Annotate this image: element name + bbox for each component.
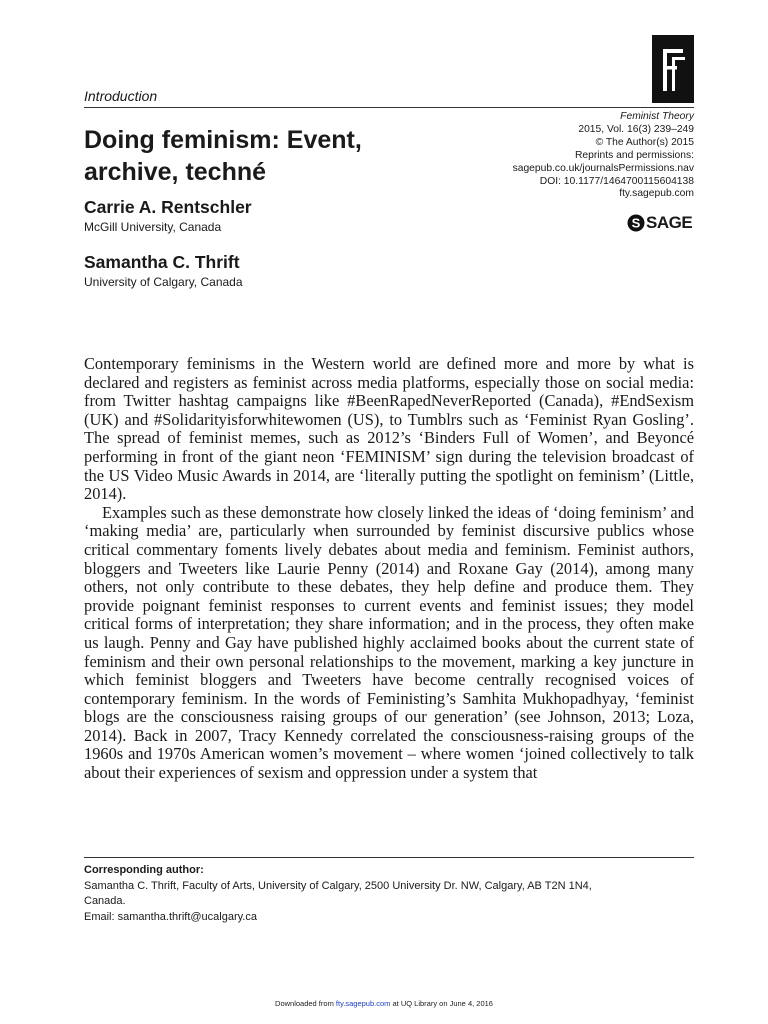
svg-text:S: S — [631, 215, 641, 231]
footnote-address: Samantha C. Thrift, Faculty of Arts, University of Calgary, 2500 University Dr. NW, Calgary, AB T2N 1N4, — [84, 879, 592, 892]
reprints-link[interactable]: sagepub.co.uk/journalsPermissions.nav — [512, 162, 694, 174]
publication-info — [513, 111, 694, 201]
footnote-divider — [84, 857, 694, 858]
reprints-label: Reprints and permissions: — [574, 149, 694, 161]
article-title: Doing feminism: Event, archive, techné — [84, 126, 362, 186]
author-name: Samantha C. Thrift — [84, 252, 240, 272]
author-affiliation: University of Calgary, Canada — [84, 275, 243, 289]
doi[interactable]: DOI: 10.1177/1464700115604138 — [539, 175, 694, 187]
download-link[interactable]: fty.sagepub.com — [335, 999, 391, 1008]
article-body — [84, 355, 694, 783]
section-label: Introduction — [84, 88, 158, 104]
download-notice — [0, 999, 768, 1008]
body-paragraph: Examples such as these demonstrate how closely linked the ideas of ‘doing feminism’ and ‘making media’ are, particularly when surrounded by feminist discursive publics whose critical commentary foments lively debates about media and feminism. Feminist authors, bloggers and Tweeters like Laurie Penny (2014) and Roxane Gay (2014), among many others, not only contribute to these debates, they help define and produce them. They provide poignant feminist responses to current events and feminist issues; they model critical forms of interpretation; they share information; and in the process, they often make us laugh. Penny and Gay have published highly acclaimed books about the current state of feminism and their own personal relationships to the movement, marking a key juncture in which feminist bloggers and Tweeters have become centrally recognised voices of contemporary feminism. In the words of Feministing’s Samhita Mukhopadhyay, ‘feminist blogs are the consciousness raising groups of our generation’ (see Johnson, 2013; Loza, 2014). Back in 2007, Tracy Kennedy correlated the consciousness-raising groups of the 1960s and 1970s American women’s movement – where women ‘joined collectively to talk about their experiences of sexism and oppression under a system that — [84, 502, 694, 783]
download-prefix: Downloaded from — [275, 999, 334, 1008]
header-divider — [84, 107, 694, 108]
sage-logo — [627, 213, 692, 233]
journal-logo — [652, 35, 694, 103]
copyright: © The Author(s) 2015 — [595, 136, 694, 148]
author-name: Carrie A. Rentschler — [84, 197, 252, 217]
sage-circle-icon — [627, 214, 645, 232]
author-affiliation: McGill University, Canada — [84, 220, 222, 234]
footnote-email[interactable]: Email: samantha.thrift@ucalgary.ca — [84, 910, 257, 923]
corresponding-author-note — [84, 863, 704, 925]
publisher-name: SAGE — [646, 213, 693, 232]
footnote-address-country: Canada. — [84, 895, 126, 907]
body-paragraph: Contemporary feminisms in the Western world are defined more and more by what is declared and registers as feminist across media platforms, especially those on social media: from Twitter hashtag campaigns like #BeenRapedNeverReported (Canada), #EndSexism (UK) and #Solidarityisforwhitewomen (US), to Tumblrs such as ‘Feminist Ryan Gosling’. The spread of feminist memes, such as 2012’s ‘Binders Full of Women’, and Beyoncé performing in front of the giant neon ‘FEMINISM’ sign during the television broadcast of the US Video Music Awards in 2014, are ‘literally putting the spotlight on feminism’ (Little, 2014). — [84, 354, 694, 504]
journal-url[interactable]: fty.sagepub.com — [619, 188, 694, 200]
download-suffix: at UQ Library on June 4, 2016 — [392, 999, 493, 1008]
citation: 2015, Vol. 16(3) 239–249 — [578, 123, 694, 135]
footnote-heading: Corresponding author: — [84, 864, 204, 876]
journal-name: Feminist Theory — [620, 111, 694, 122]
journal-logo-glyph — [652, 35, 694, 103]
